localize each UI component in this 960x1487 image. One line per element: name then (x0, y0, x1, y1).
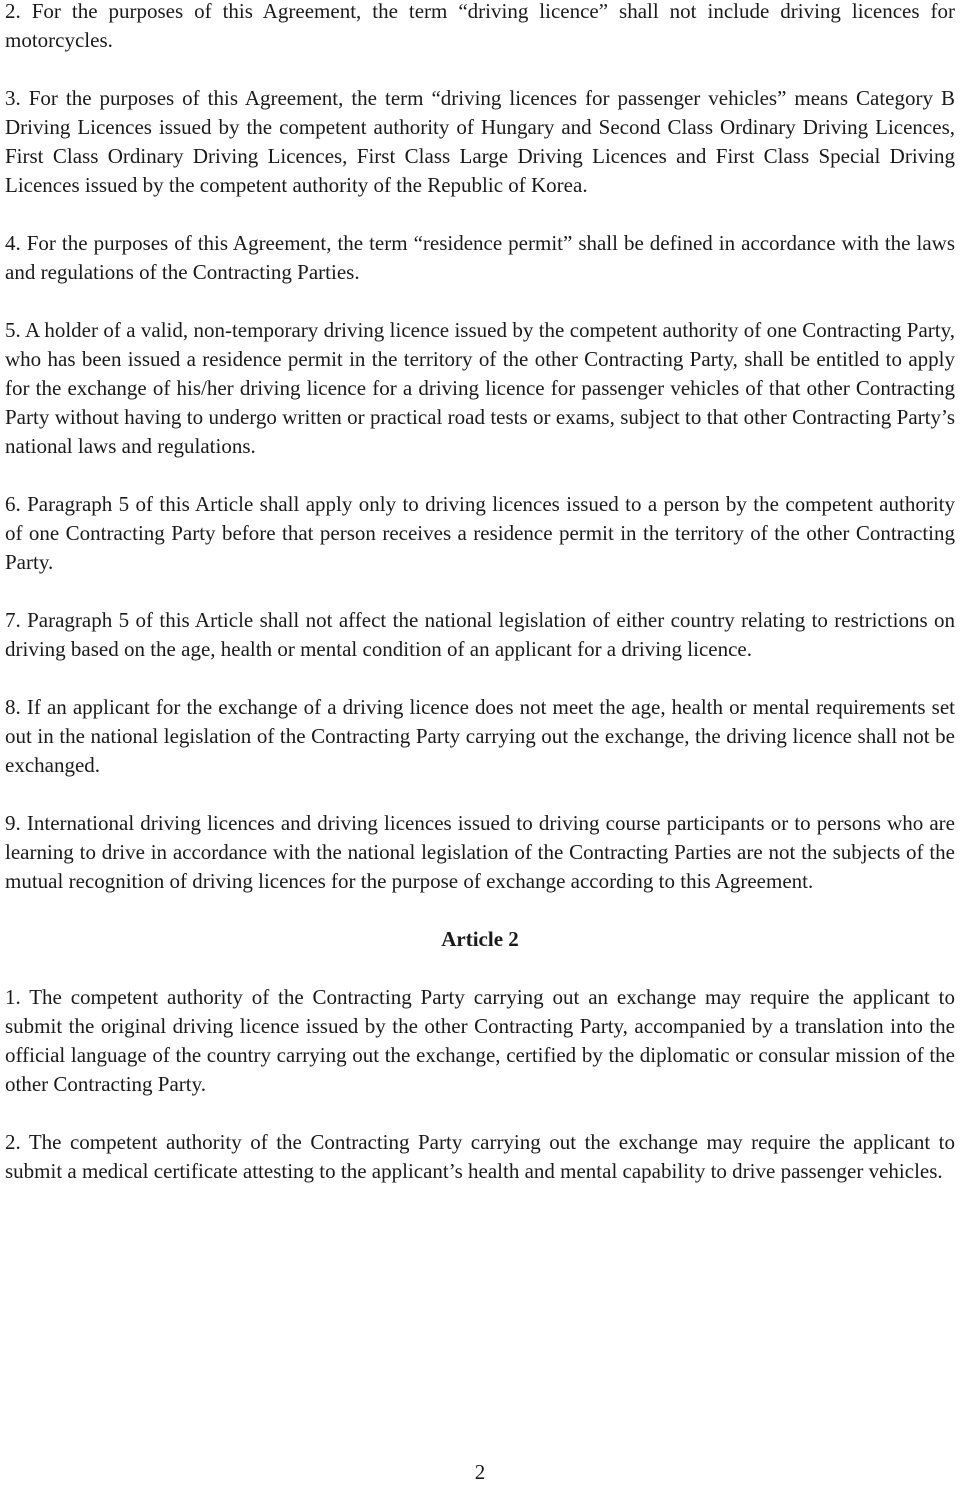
paragraph-2-definition-driving-licence: 2. For the purposes of this Agreement, the term “driving licence” shall not include driving licences for motorcycles. (5, 0, 955, 52)
article-2-paragraph-1: 1. The competent authority of the Contracting Party carrying out an exchange may require the applicant to submit the original driving licence issued by the other Contracting Party, accompanied by a translation into the official language of the country carrying out the exchange, certified by the diplomatic or consular mission of the other Contracting Party. (5, 985, 955, 1096)
paragraph-4-definition-residence-permit: 4. For the purposes of this Agreement, the term “residence permit” shall be defined in accordance with the laws and regulations of the Contracting Parties. (5, 231, 955, 284)
document-page (5, 0, 955, 1215)
article-heading: Article 2 (441, 927, 519, 951)
paragraph-6-scope: 6. Paragraph 5 of this Article shall apply only to driving licences issued to a person by the competent authority of one Contracting Party before that person receives a residence permit in the territory of the other Contracting Party. (5, 492, 955, 574)
paragraph-9-exclusions: 9. International driving licences and driving licences issued to driving course participants or to persons who are learning to drive in accordance with the national legislation of the Contracting Parties are not the subjects of the mutual recognition of driving licences for the purpose of exchange according to this Agreement. (5, 811, 955, 893)
paragraph-7-national-legislation: 7. Paragraph 5 of this Article shall not affect the national legislation of either country relating to restrictions on driving based on the age, health or mental condition of an applicant for a driving licence. (5, 608, 955, 661)
paragraph-3-definition-passenger-vehicles: 3. For the purposes of this Agreement, the term “driving licences for passenger vehicles” means Category B Driving Licences issued by the competent authority of Hungary and Second Class Ordinary Driving Licences, First Class Ordinary Driving Licences, First Class Large Driving Licences and First Class Special Driving Licences issued by the competent authority of the Republic of Korea. (5, 86, 955, 197)
page-number: 2 (474, 1460, 486, 1484)
paragraph-8-requirements: 8. If an applicant for the exchange of a driving licence does not meet the age, health or mental requirements set out in the national legislation of the Contracting Party carrying out the exchange, the driving licence shall not be exchanged. (5, 695, 955, 777)
article-2-paragraph-2: 2. The competent authority of the Contracting Party carrying out the exchange may require the applicant to submit a medical certificate attesting to the applicant’s health and mental capability to drive passenger vehicles. (5, 1130, 955, 1183)
paragraph-5-exchange-entitlement: 5. A holder of a valid, non-temporary driving licence issued by the competent authority of one Contracting Party, who has been issued a residence permit in the territory of the other Contracting Party, shall be entitled to apply for the exchange of his/her driving licence for a driving licence for passenger vehicles of that other Contracting Party without having to undergo written or practical road tests or exams, subject to that other Contracting Party’s national laws and regulations. (5, 318, 955, 458)
